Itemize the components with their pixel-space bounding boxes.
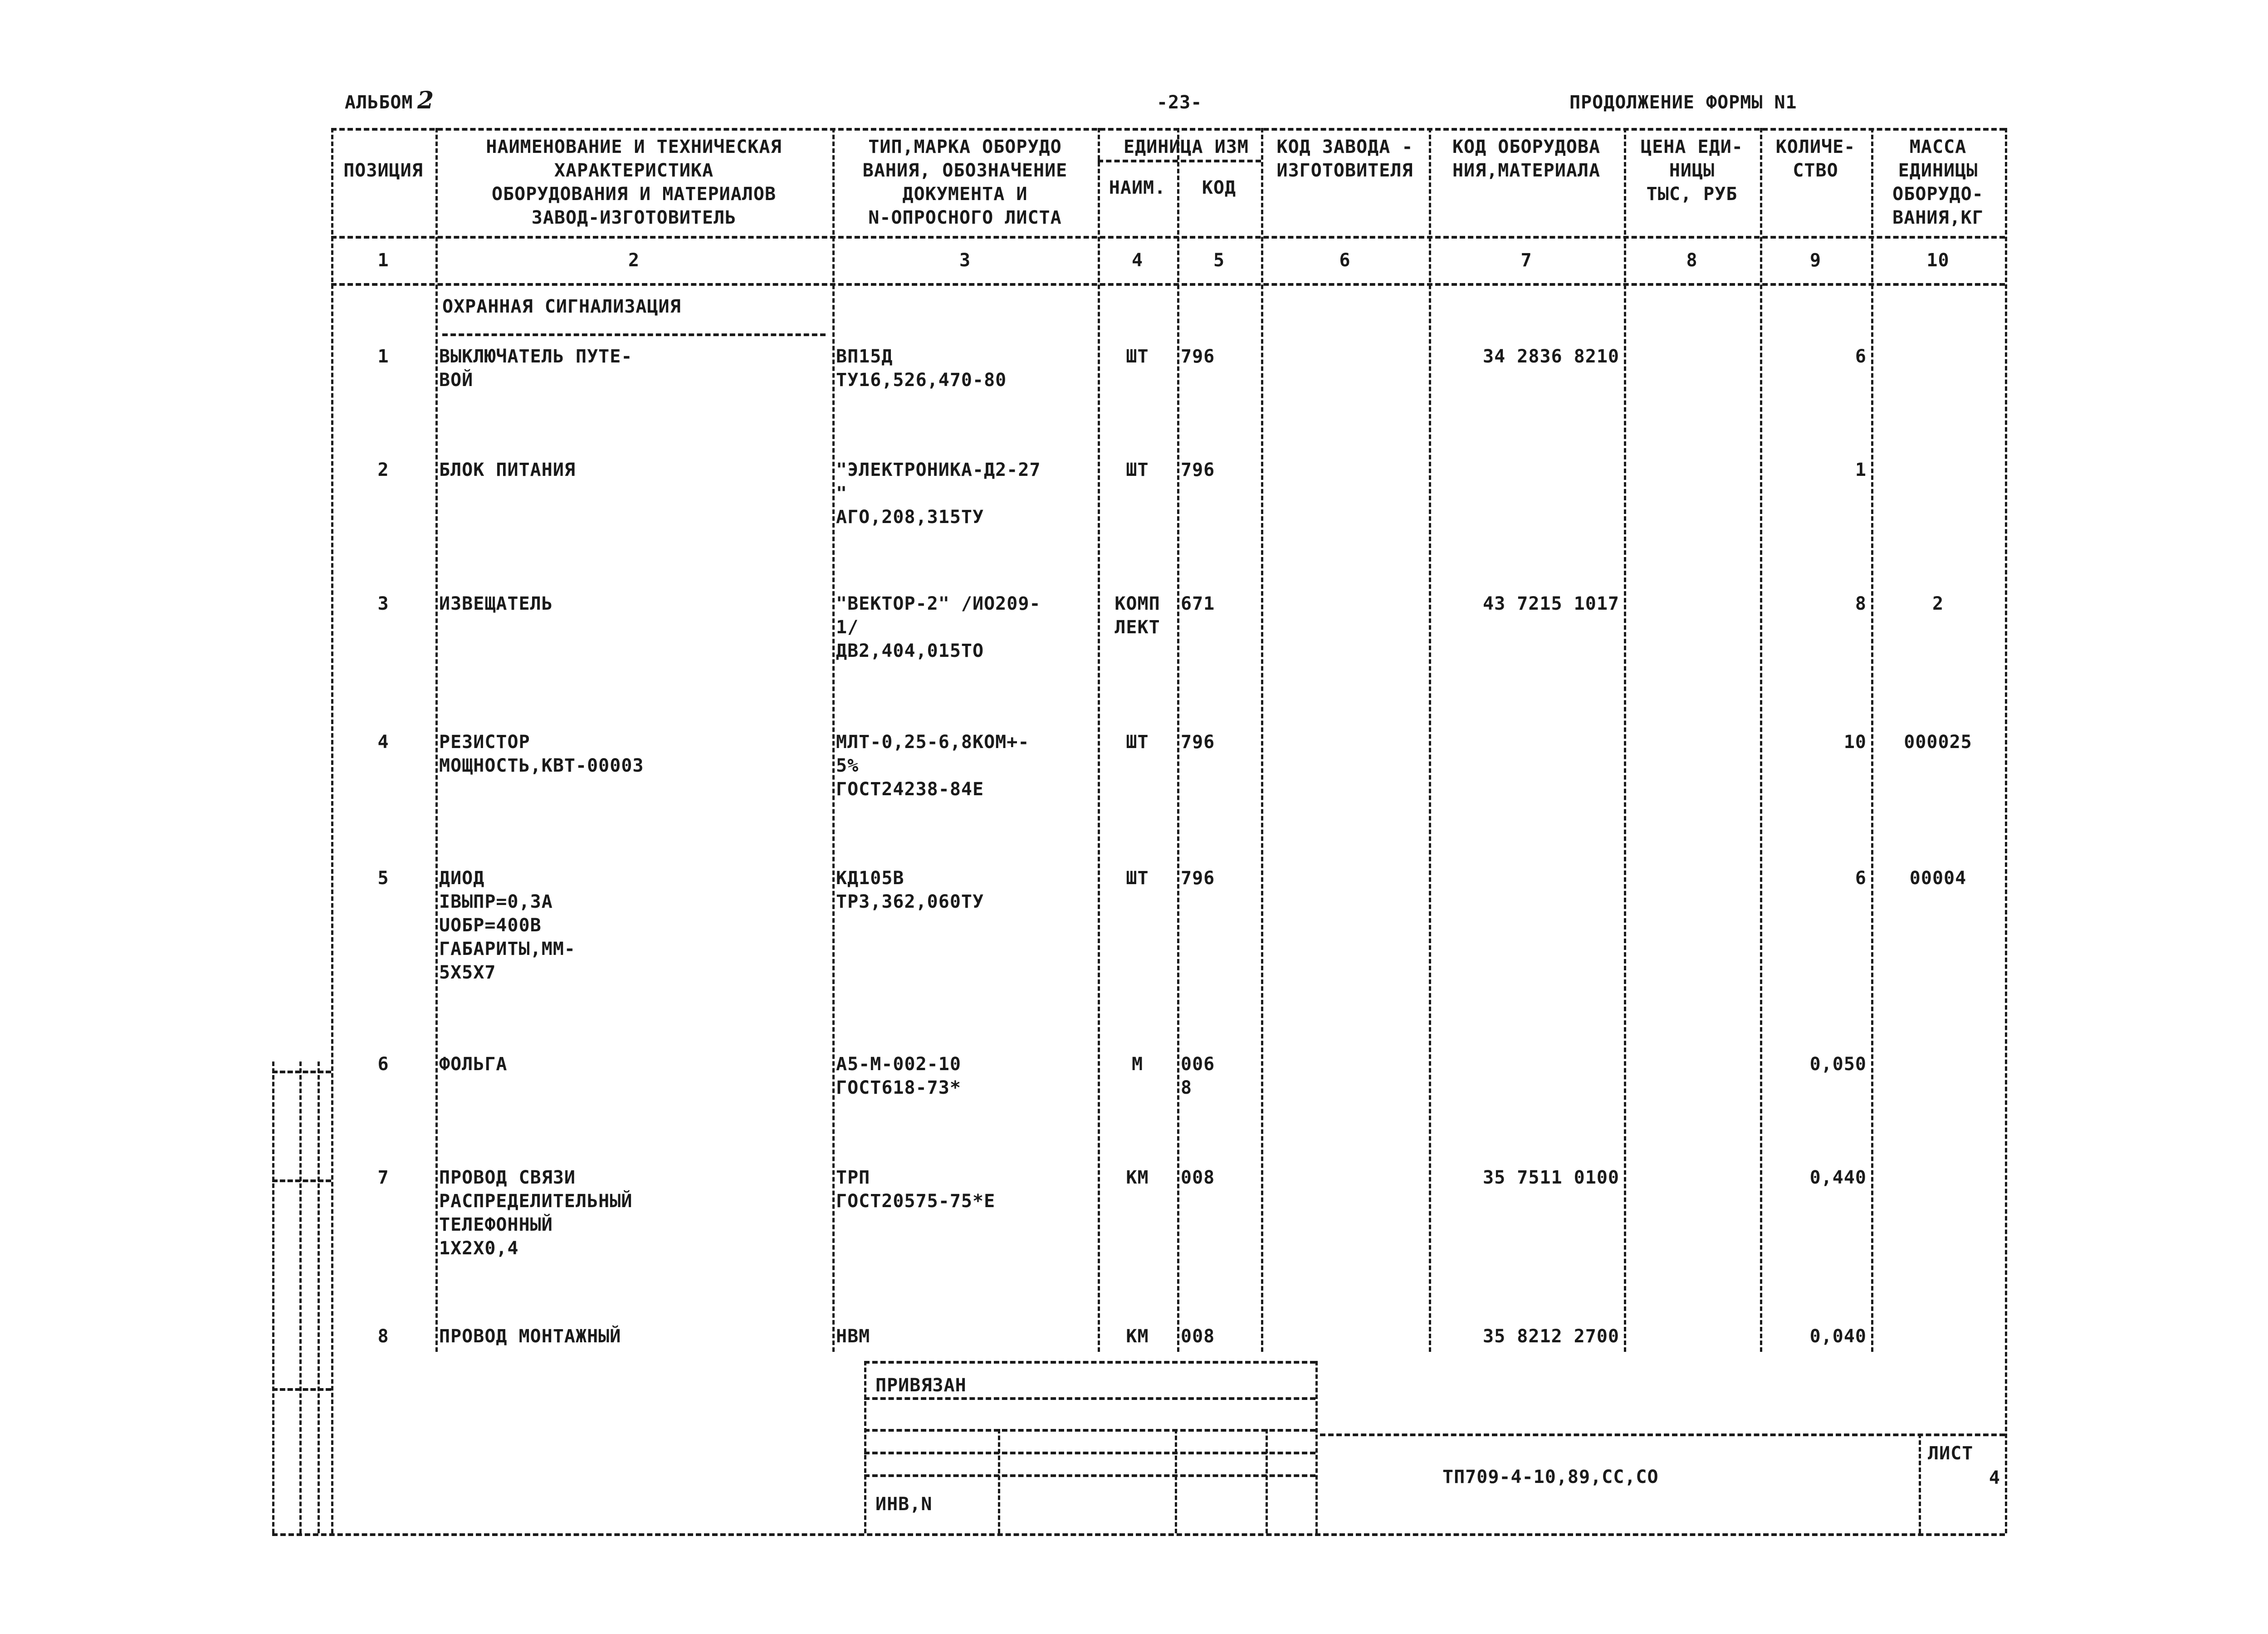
column-header-2-line: ХАРАКТЕРИСТИКА (554, 160, 714, 181)
column-number-7: 7 (1520, 250, 1532, 271)
row-position: 3 (377, 593, 389, 614)
column-number-4: 4 (1131, 250, 1144, 271)
column-header-3-line: ДОКУМЕНТА И (902, 184, 1028, 205)
column-number-10: 10 (1926, 250, 1950, 271)
column-rule-7 (1624, 128, 1626, 1352)
row-name-line: ВЫКЛЮЧАТЕЛЬ ПУТЕ- (439, 346, 633, 367)
row-material-code: 35 7511 0100 (1483, 1167, 1619, 1188)
stamp-sheet-number: 4 (1989, 1468, 2000, 1488)
column-header-2-line: НАИМЕНОВАНИЕ И ТЕХНИЧЕСКАЯ (486, 137, 782, 157)
row-name-line: БЛОК ПИТАНИЯ (439, 460, 576, 480)
row-unit-code (1181, 1325, 1257, 1348)
column-header-8-line: ЦЕНА ЕДИ- (1641, 137, 1743, 157)
row-name-line: UОБР=400В (439, 915, 542, 936)
stamp-left-rule (864, 1361, 866, 1533)
column-header-2 (439, 135, 829, 230)
column-header-2-line: ОБОРУДОВАНИЯ И МАТЕРИАЛОВ (491, 184, 777, 205)
column-header-2-line: ЗАВОД-ИЗГОТОВИТЕЛЬ (531, 207, 737, 228)
row-unit-code (1181, 345, 1257, 368)
column-rule-10 (2005, 128, 2007, 1533)
row-mass: 000025 (1904, 732, 1972, 753)
row-type-line: АГО,208,315ТУ (836, 507, 984, 528)
row-unit-line: КМ (1126, 1167, 1149, 1188)
column-rule-4 (1177, 128, 1179, 1352)
row-name (439, 866, 829, 984)
column-header-3-line: ТИП,МАРКА ОБОРУДО (868, 137, 1062, 157)
stamp-doc-code: ТП709-4-10,89,СС,СО (1442, 1467, 1659, 1487)
row-name (439, 1166, 829, 1260)
album-number: 2 (417, 87, 435, 114)
row-unit-code (1181, 730, 1257, 754)
page-number: -23- (1157, 92, 1202, 113)
row-unit-code-line: 006 (1181, 1054, 1215, 1075)
row-unit (1101, 1166, 1173, 1189)
row-material-code: 43 7215 1017 (1483, 593, 1619, 614)
row-unit-code-line: 796 (1181, 460, 1215, 480)
row-mass: 2 (1932, 593, 1944, 614)
column-header-10-line: ОБОРУДО- (1892, 184, 1984, 205)
column-number-2: 2 (628, 250, 640, 271)
stamp-top-rule (1320, 1433, 2005, 1436)
row-name-line: ГАБАРИТЫ,ММ- (439, 939, 576, 959)
row-mass: 00004 (1909, 868, 1967, 889)
column-rule-1 (435, 128, 438, 1352)
row-unit (1101, 458, 1173, 482)
column-header-1 (335, 159, 432, 182)
column-rule-5 (1261, 128, 1263, 1352)
row-position: 4 (377, 732, 389, 753)
row-unit-code (1181, 458, 1257, 482)
column-header-6 (1265, 135, 1425, 182)
header-bottom-rule (331, 236, 2005, 239)
row-type-line: ГОСТ20575-75*Е (836, 1191, 996, 1212)
row-unit-line: ШТ (1126, 868, 1149, 889)
binding-margin-tick-2 (272, 1388, 331, 1391)
row-type-line: 5% (836, 755, 859, 776)
stamp-right-rule (1315, 1361, 1318, 1533)
row-name-line: МОЩНОСТЬ,КВТ-00003 (439, 755, 644, 776)
row-unit-code-line: 008 (1181, 1167, 1215, 1188)
row-unit (1101, 345, 1173, 368)
row-name-line: ПРОВОД СВЯЗИ (439, 1167, 576, 1188)
row-position: 1 (377, 346, 389, 367)
row-type (836, 458, 1094, 529)
row-type-line: "ВЕКТОР-2" /ИО209- (836, 593, 1041, 614)
column-rule-9 (1871, 128, 1873, 1352)
column-header-3-line: N-ОПРОСНОГО ЛИСТА (868, 207, 1062, 228)
row-type (836, 866, 1094, 914)
column-number-1: 1 (377, 250, 389, 271)
stamp-rule-1 (864, 1361, 1315, 1364)
row-material-code: 35 8212 2700 (1483, 1326, 1619, 1347)
row-quantity: 8 (1855, 593, 1867, 614)
column-header-9 (1764, 135, 1867, 182)
column-rule-3 (1098, 128, 1100, 1352)
row-type (836, 1325, 1094, 1348)
row-unit-line: ШТ (1126, 346, 1149, 367)
column-header-3 (836, 135, 1094, 230)
column-rule-8 (1760, 128, 1762, 1352)
column-header-6-line: КОД ЗАВОДА - (1276, 137, 1413, 157)
row-quantity: 10 (1843, 732, 1867, 753)
stamp-inv-label: ИНВ,N (875, 1494, 933, 1515)
row-unit-line: ЛЕКТ (1114, 617, 1160, 638)
column-number-9: 9 (1809, 250, 1822, 271)
column-number-6: 6 (1339, 250, 1351, 271)
row-unit-line: ШТ (1126, 732, 1149, 753)
column-header-3-line: ВАНИЯ, ОБОЗНАЧЕНИЕ (862, 160, 1068, 181)
row-unit-code-line: 008 (1181, 1326, 1215, 1347)
row-name (439, 458, 829, 482)
column-header-6-line: ИЗГОТОВИТЕЛЯ (1276, 160, 1413, 181)
row-name-line: РАСПРЕДЕЛИТЕЛЬНЫЙ (439, 1191, 633, 1212)
row-name-line: IВЫПР=0,3А (439, 891, 553, 912)
column-header-9-line: КОЛИЧЕ- (1775, 137, 1856, 157)
row-type (836, 592, 1094, 663)
row-quantity: 1 (1855, 460, 1867, 480)
row-name-line: РЕЗИСТОР (439, 732, 530, 753)
column-header-10-line: МАССА (1909, 137, 1967, 157)
column-number-5: 5 (1213, 250, 1225, 271)
row-unit-code-line: 671 (1181, 593, 1215, 614)
row-name-line: ФОЛЬГА (439, 1054, 508, 1075)
unit-group-title: ЕДИНИЦА ИЗМ (1124, 137, 1249, 157)
binding-margin-rule-0 (272, 1062, 274, 1533)
row-name-line: ТЕЛЕФОННЫЙ (439, 1214, 553, 1235)
row-unit-code-line: 796 (1181, 868, 1215, 889)
column-header-5-line: КОД (1202, 177, 1237, 198)
header-top-rule (331, 128, 2005, 131)
stamp-rule-2 (864, 1397, 1315, 1400)
row-type-line: МЛТ-0,25-6,8КОМ+- (836, 732, 1030, 753)
column-header-4-line: НАИМ. (1109, 177, 1166, 198)
row-unit-code-line: 796 (1181, 732, 1215, 753)
row-type-line: ВП15Д (836, 346, 893, 367)
row-unit-code (1181, 1052, 1257, 1100)
row-name (439, 592, 829, 616)
row-type-line: ТРП (836, 1167, 870, 1188)
album-label: АЛЬБОМ (345, 92, 413, 113)
row-position: 7 (377, 1167, 389, 1188)
row-quantity: 6 (1855, 868, 1867, 889)
row-unit (1101, 1325, 1173, 1348)
row-name (439, 1052, 829, 1076)
row-type-line: КД105В (836, 868, 904, 889)
sheet-box-rule (1919, 1433, 1921, 1533)
column-header-1-line: ПОЗИЦИЯ (343, 160, 423, 181)
column-header-10-line: ЕДИНИЦЫ (1898, 160, 1978, 181)
column-header-8-line: ТЫС, РУБ (1646, 184, 1738, 205)
row-unit (1101, 866, 1173, 890)
column-rule-0 (331, 128, 333, 1533)
column-rule-6 (1429, 128, 1431, 1352)
column-header-10-line: ВАНИЯ,КГ (1892, 207, 1984, 228)
column-header-8 (1628, 135, 1756, 206)
stamp-rule-5 (864, 1474, 1315, 1477)
row-name-line: 1Х2Х0,4 (439, 1238, 519, 1259)
row-name (439, 1325, 829, 1348)
row-name-line: 5Х5Х7 (439, 962, 496, 983)
section-title: ОХРАННАЯ СИГНАЛИЗАЦИЯ (442, 296, 681, 317)
row-unit-code (1181, 866, 1257, 890)
column-header-4 (1101, 176, 1173, 200)
row-unit (1101, 1052, 1173, 1076)
row-unit-code (1181, 592, 1257, 616)
stamp-inner-rule-1 (1175, 1429, 1177, 1533)
row-quantity: 0,040 (1809, 1326, 1867, 1347)
row-name (439, 345, 829, 392)
table-bottom-rule (272, 1533, 2005, 1536)
column-number-8: 8 (1686, 250, 1698, 271)
row-name (439, 730, 829, 778)
row-type-line: ГОСТ24238-84Е (836, 779, 984, 800)
stamp-bound-label: ПРИВЯЗАН (875, 1375, 967, 1396)
row-type-line: "ЭЛЕКТРОНИКА-Д2-27 (836, 460, 1041, 480)
column-header-5 (1181, 176, 1257, 200)
row-type (836, 1052, 1094, 1100)
column-header-9-line: СТВО (1793, 160, 1838, 181)
row-unit-line: ШТ (1126, 460, 1149, 480)
binding-margin-rule-1 (299, 1062, 302, 1533)
row-name-line: ПРОВОД МОНТАЖНЫЙ (439, 1326, 621, 1347)
row-type-line: ГОСТ618-73* (836, 1077, 961, 1098)
row-type (836, 345, 1094, 392)
row-material-code: 34 2836 8210 (1483, 346, 1619, 367)
binding-margin-tick-0 (272, 1071, 331, 1073)
row-position: 5 (377, 868, 389, 889)
row-position: 2 (377, 460, 389, 480)
section-underline (442, 333, 826, 336)
row-quantity: 0,440 (1809, 1167, 1867, 1188)
row-unit-code (1181, 1166, 1257, 1189)
column-header-7 (1432, 135, 1620, 182)
row-type-line: ТУ16,526,470-80 (836, 370, 1007, 391)
binding-margin-tick-1 (272, 1179, 331, 1182)
row-type-line: 1/ (836, 617, 859, 638)
row-name-line: ИЗВЕЩАТЕЛЬ (439, 593, 553, 614)
row-unit-code-line: 796 (1181, 346, 1215, 367)
row-unit-line: КОМП (1114, 593, 1160, 614)
row-unit-code-line: 8 (1181, 1077, 1193, 1098)
unit-group-rule (1098, 160, 1261, 162)
row-quantity: 6 (1855, 346, 1867, 367)
column-header-7-line: НИЯ,МАТЕРИАЛА (1452, 160, 1601, 181)
column-header-7-line: КОД ОБОРУДОВА (1452, 137, 1601, 157)
column-header-10 (1875, 135, 2001, 230)
stamp-inner-rule-0 (998, 1429, 1000, 1533)
row-unit (1101, 730, 1173, 754)
row-type (836, 1166, 1094, 1213)
row-type-line: ДВ2,404,015ТО (836, 641, 984, 661)
column-header-8-line: НИЦЫ (1669, 160, 1715, 181)
row-type-line: ТР3,362,060ТУ (836, 891, 984, 912)
stamp-rule-4 (864, 1452, 1315, 1454)
stamp-inner-rule-2 (1266, 1429, 1268, 1533)
stamp-rule-3 (864, 1429, 1315, 1432)
row-unit-line: М (1131, 1054, 1144, 1075)
column-number-3: 3 (959, 250, 971, 271)
row-position: 8 (377, 1326, 389, 1347)
binding-margin-rule-2 (318, 1062, 320, 1533)
column-rule-2 (832, 128, 835, 1352)
row-type-line: А5-М-002-10 (836, 1054, 961, 1075)
row-unit (1101, 592, 1173, 639)
row-position: 6 (377, 1054, 389, 1075)
row-type (836, 730, 1094, 801)
row-unit-line: КМ (1126, 1326, 1149, 1347)
row-type-line: НВМ (836, 1326, 870, 1347)
row-name-line: ДИОД (439, 868, 485, 889)
stamp-sheet-label: ЛИСТ (1928, 1443, 1974, 1464)
row-quantity: 0,050 (1809, 1054, 1867, 1075)
numbers-bottom-rule (331, 283, 2005, 286)
form-continuation: ПРОДОЛЖЕНИЕ ФОРМЫ N1 (1569, 92, 1797, 113)
row-type-line: " (836, 483, 848, 504)
row-name-line: ВОЙ (439, 370, 474, 391)
